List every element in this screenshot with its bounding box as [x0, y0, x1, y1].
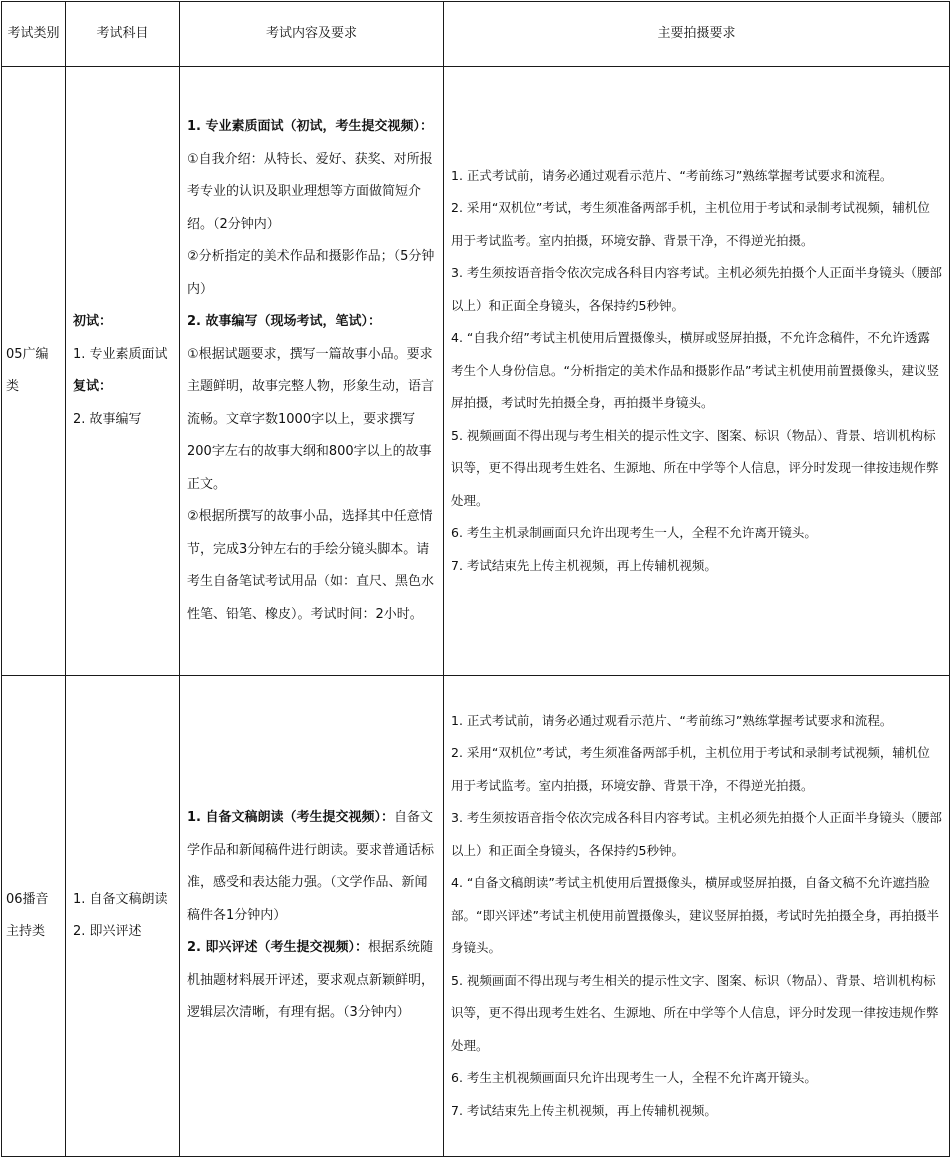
content-paragraph — [187, 932, 436, 1030]
table-row-boyin — [2, 676, 950, 1157]
header-content: 考试内容及要求 — [180, 2, 444, 67]
subject-line: 复试： — [73, 379, 113, 394]
subject-line: 1. 专业素质面试 — [73, 346, 168, 362]
subject-line: 2. 故事编写 — [73, 411, 142, 427]
content-cell — [180, 67, 444, 676]
table-row-guangbian — [2, 67, 950, 676]
exam-requirements-table — [1, 1, 950, 1157]
requirement-item: 6. 考生主机视频画面只允许出现考生一人，全程不允许离开镜头。 — [451, 1070, 817, 1086]
content-paragraph: ①自我介绍：从特长、爱好、获奖、对所报考专业的认识及职业理想等方面做简短介绍。（2分钟内） — [187, 151, 433, 232]
requirement-item: 1. 正式考试前，请务必通过观看示范片、“考前练习”熟练掌握考试要求和流程。 — [451, 712, 893, 728]
subject-cell — [66, 67, 180, 676]
requirement-item: 6. 考生主机录制画面只允许出现考生一人，全程不允许离开镜头。 — [451, 525, 817, 541]
requirements-cell — [444, 67, 950, 676]
content-text: 自备文学作品和新闻稿件进行朗读。要求普通话标准，感受和表达能力强。（文学作品、新闻稿件各1分钟内） — [187, 810, 435, 923]
content-heading: 1. 自备文稿朗读（考生提交视频）： — [187, 810, 395, 826]
requirements-cell — [444, 676, 950, 1157]
requirement-item: 4. “自备文稿朗读”考试主机使用后置摄像头，横屏或竖屏拍摄，自备文稿不允许遮挡脸部。“即兴评述”考试主机使用前置摄像头，建议竖屏拍摄，考试时先拍摄全身，再拍摄半身镜头。 — [451, 875, 939, 956]
header-category: 考试类别 — [2, 2, 66, 67]
content-paragraph: ②根据所撰写的故事小品，选择其中任意情节，完成3分钟左右的手绘分镜头脚本。请考生自备笔试考试用品（如：直尺、黑色水性笔、铅笔、橡皮）。考试时间：2小时。 — [187, 509, 435, 622]
requirement-item: 7. 考试结束先上传主机视频，再上传辅机视频。 — [451, 557, 717, 573]
requirement-item: 3. 考生须按语音指令依次完成各科目内容考试。主机必须先拍摄个人正面半身镜头（腰部以上）和正面全身镜头，各保持约5秒钟。 — [451, 265, 942, 313]
subject-line: 初试： — [73, 314, 113, 329]
subject-cell — [66, 676, 180, 1157]
requirement-item: 5. 视频画面不得出现与考生相关的提示性文字、图案、标识（物品）、背景、培训机构标识等，更不得出现考生姓名、生源地、所在中学等个人信息，评分时发现一律按违规作弊处理。 — [451, 972, 939, 1053]
requirement-item: 4. “自我介绍”考试主机使用后置摄像头，横屏或竖屏拍摄，不允许念稿件，不允许透露考生个人身份信息。“分析指定的美术作品和摄影作品”考试主机使用前置摄像头，建议竖屏拍摄，考试时先拍摄全身，再拍摄半身镜头。 — [451, 330, 939, 411]
content-heading: 1. 专业素质面试（初试，考生提交视频）： — [187, 119, 434, 134]
category-cell: 05广编类 — [2, 67, 66, 676]
subject-line: 1. 自备文稿朗读 — [73, 891, 168, 907]
requirement-item: 5. 视频画面不得出现与考生相关的提示性文字、图案、标识（物品）、背景、培训机构标识等，更不得出现考生姓名、生源地、所在中学等个人信息，评分时发现一律按违规作弊处理。 — [451, 427, 939, 508]
content-heading: 2. 故事编写（现场考试，笔试）： — [187, 314, 382, 329]
header-subject: 考试科目 — [66, 2, 180, 67]
content-heading: 2. 即兴评述（考生提交视频）： — [187, 940, 369, 956]
header-requirements: 主要拍摄要求 — [444, 2, 950, 67]
requirement-item: 2. 采用“双机位”考试，考生须准备两部手机，主机位用于考试和录制考试视频，辅机位用于考试监考。室内拍摄，环境安静、背景干净，不得逆光拍摄。 — [451, 200, 930, 248]
requirement-item: 7. 考试结束先上传主机视频，再上传辅机视频。 — [451, 1102, 717, 1118]
content-paragraph: ①根据试题要求，撰写一篇故事小品。要求主题鲜明，故事完整人物，形象生动，语言流畅。文章字数1000字以上，要求撰写200字左右的故事大纲和800字以上的故事正文。 — [187, 346, 435, 492]
requirement-item: 3. 考生须按语音指令依次完成各科目内容考试。主机必须先拍摄个人正面半身镜头（腰部以上）和正面全身镜头，各保持约5秒钟。 — [451, 810, 942, 858]
requirement-item: 1. 正式考试前，请务必通过观看示范片、“考前练习”熟练掌握考试要求和流程。 — [451, 167, 893, 183]
content-paragraph — [187, 802, 436, 932]
requirement-item: 2. 采用“双机位”考试，考生须准备两部手机，主机位用于考试和录制考试视频，辅机位用于考试监考。室内拍摄，环境安静、背景干净，不得逆光拍摄。 — [451, 745, 930, 793]
content-paragraph: ②分析指定的美术作品和摄影作品；（5分钟内） — [187, 249, 435, 297]
category-cell: 06播音主持类 — [2, 676, 66, 1157]
content-text: 根据系统随机抽题材料展开评述，要求观点新颖鲜明，逻辑层次清晰，有理有据。（3分钟内） — [187, 940, 435, 1021]
content-cell — [180, 676, 444, 1157]
header-row — [2, 2, 950, 67]
subject-line: 2. 即兴评述 — [73, 924, 142, 939]
